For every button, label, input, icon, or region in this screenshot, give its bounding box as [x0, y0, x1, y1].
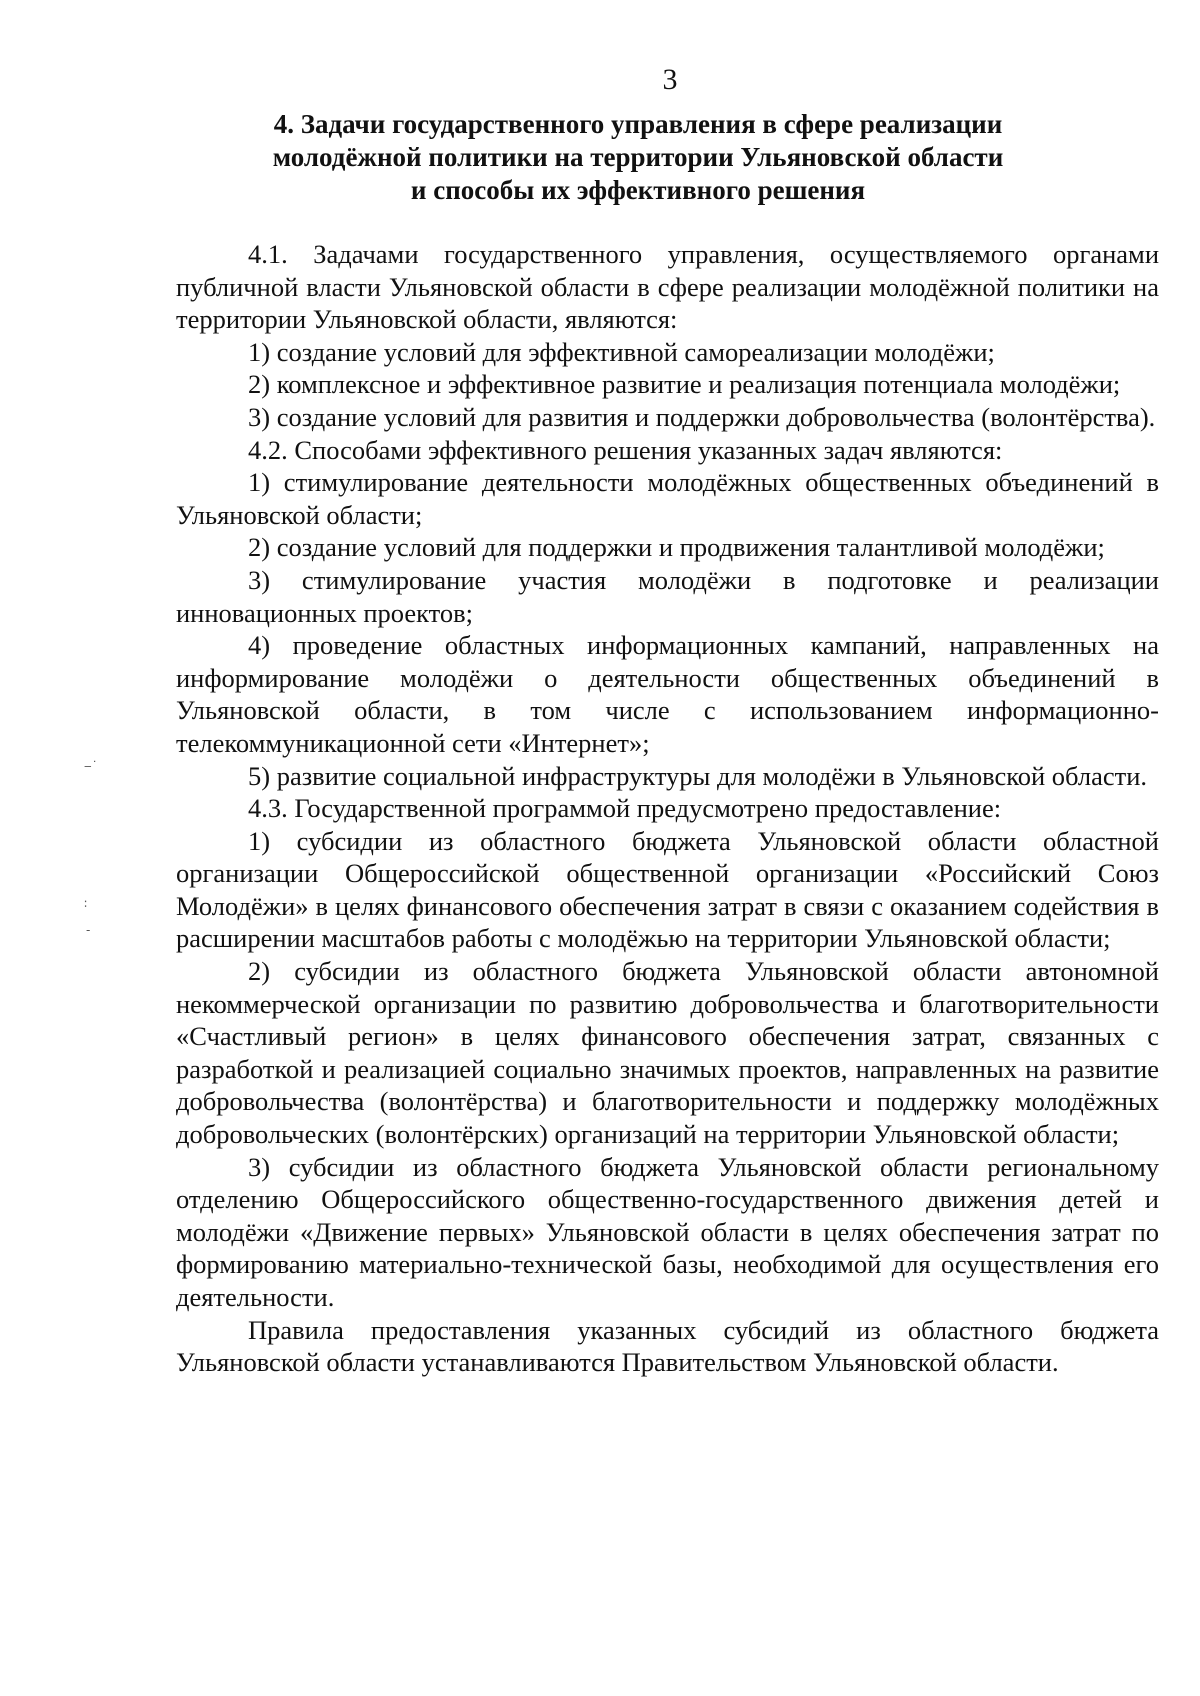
- paragraph: Правила предоставления указанных субсидий из областного бюджета Ульяновской области устанавливаются Правительством Ульяновской области.: [176, 1314, 1159, 1378]
- heading-line: молодёжной политики на территории Ульяновской области: [272, 142, 1004, 172]
- paragraph: 3) стимулирование участия молодёжи в подготовке и реализации инновационных проектов;: [176, 564, 1159, 628]
- paragraph: 1) стимулирование деятельности молодёжных общественных объединений в Ульяновской области;: [176, 467, 1159, 530]
- paragraph: 1) создание условий для эффективной самореализации молодёжи;: [248, 336, 995, 367]
- scan-artifact: ‐: [86, 923, 91, 937]
- heading-line: 4. Задачи государственного управления в сфере реализации: [273, 109, 1003, 139]
- paragraph: 4.2. Способами эффективного решения указанных задач являются:: [248, 434, 1003, 465]
- paragraph: 4.3. Государственной программой предусмотрено предоставление:: [248, 793, 1002, 824]
- paragraph: 2) комплексное и эффективное развитие и реализация потенциала молодёжи;: [248, 369, 1121, 400]
- scan-artifact: ‒˙: [84, 759, 98, 773]
- paragraph: 3) создание условий для развития и поддержки добровольчества (волонтёрства).: [248, 401, 1156, 432]
- paragraph: 4.1. Задачами государственного управления, осуществляемого органами публичной власти Ульяновской области в сфере реализации молодёжной политики на территории Ульяновской области, являются:: [176, 239, 1159, 335]
- page-number: 3: [662, 63, 678, 96]
- paragraph: 4) проведение областных информационных кампаний, направленных на информирование молодёжи о деятельности общественных объединений в Ульяновской области, в том числе с использованием информационно-телекоммуникационной сети «Интернет»;: [176, 630, 1159, 758]
- document-body: [176, 238, 1159, 1379]
- section-heading: [178, 108, 1098, 207]
- paragraph: 5) развитие социальной инфраструктуры для молодёжи в Ульяновской области.: [248, 760, 1148, 791]
- paragraph: 2) создание условий для поддержки и продвижения талантливой молодёжи;: [248, 532, 1105, 563]
- paragraph: 3) субсидии из областного бюджета Ульяновской области региональному отделению Общероссийского общественно-государственного движения детей и молодёжи «Движение первых» Ульяновской области в целях обеспечения затрат по формированию материально-технической базы, необходимой для осуществления его деятельности.: [176, 1151, 1159, 1312]
- heading-line: и способы их эффективного решения: [410, 175, 866, 205]
- scan-artifact: ∶: [84, 897, 88, 911]
- paragraph: 1) субсидии из областного бюджета Ульяновской области областной организации Общероссийской общественной организации «Российский Союз Молодёжи» в целях финансового обеспечения затрат в связи с оказанием содействия в расширении масштабов работы с молодёжью на территории Ульяновской области;: [176, 825, 1159, 954]
- paragraph: 2) субсидии из областного бюджета Ульяновской области автономной некоммерческой организации по развитию добровольчества и благотворительности «Счастливый регион» в целях финансового обеспечения затрат, связанных с разработкой и реализацией социально значимых проектов, направленных на развитие добровольчества (волонтёрства) и благотворительности и поддержку молодёжных добровольческих (волонтёрских) организаций на территории Ульяновской области;: [176, 956, 1159, 1150]
